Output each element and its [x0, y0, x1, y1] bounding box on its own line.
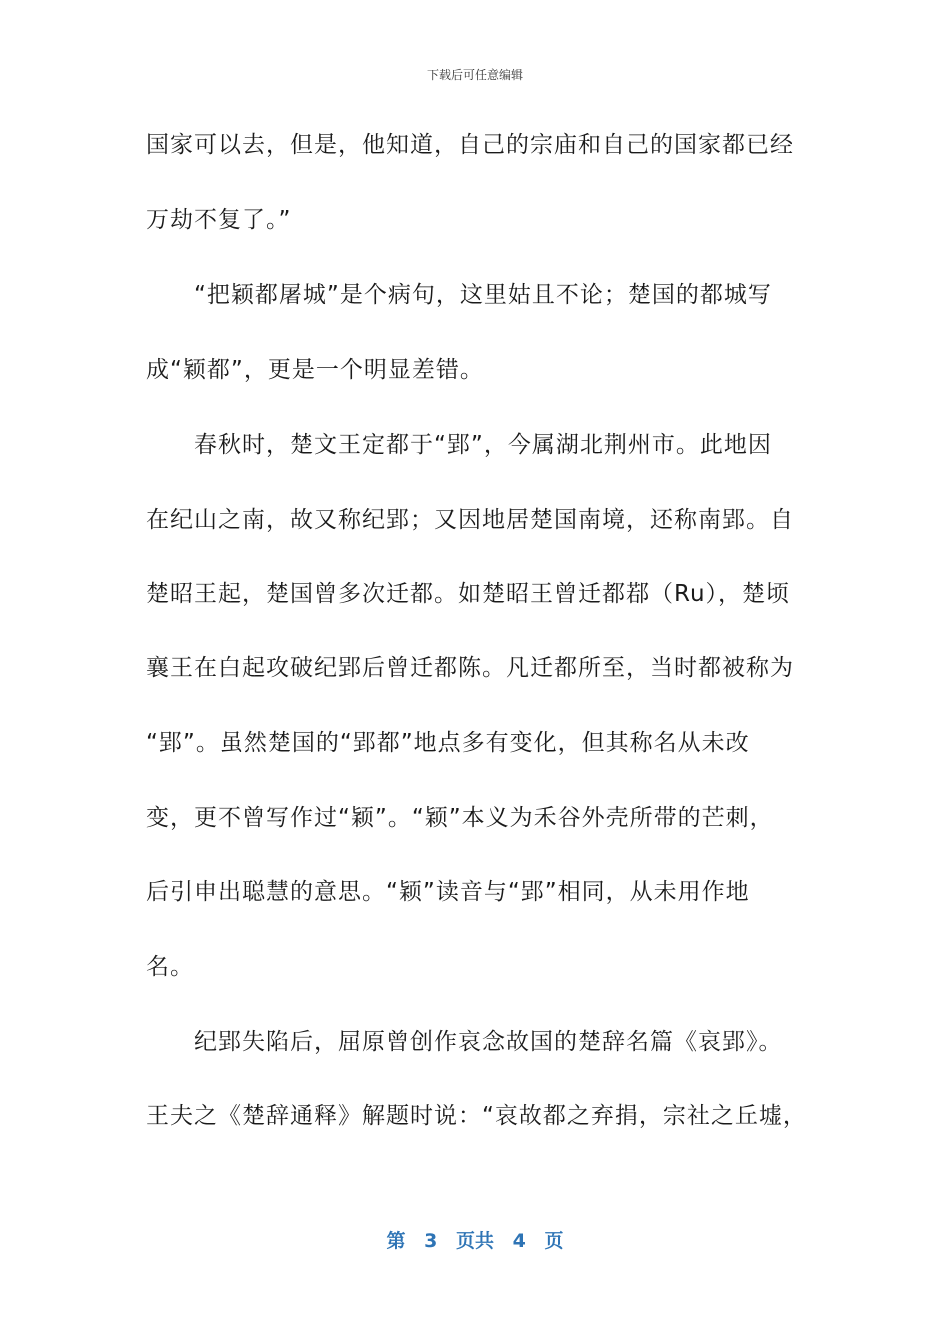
total-pages-number: 4	[512, 1230, 526, 1252]
text-line-7: 楚昭王起，楚国曾多次迁都。如楚昭王曾迁都鄀（Ru），楚顷	[146, 581, 791, 607]
text-line-12: 名。	[146, 954, 194, 980]
text-line-5: 春秋时，楚文王定都于“郢”，今属湖北荆州市。此地因	[146, 432, 772, 458]
page-footer	[0, 1226, 950, 1253]
text-line-3: “把颖都屠城”是个病句，这里姑且不论；楚国的都城写	[146, 282, 772, 308]
footer-middle: 页共	[455, 1230, 494, 1252]
footer-prefix: 第	[386, 1230, 406, 1252]
text-line-9: “郢”。虽然楚国的“郢都”地点多有变化，但其称名从未改	[146, 730, 750, 756]
text-line-6: 在纪山之南，故又称纪郢；又因地居楚国南境，还称南郢。自	[146, 507, 794, 533]
text-line-1: 国家可以去，但是，他知道，自己的宗庙和自己的国家都已经	[146, 132, 794, 158]
footer-suffix: 页	[544, 1230, 564, 1252]
text-line-8: 襄王在白起攻破纪郢后曾迁都陈。凡迁都所至，当时都被称为	[146, 655, 794, 681]
text-line-14: 王夫之《楚辞通释》解题时说：“哀故都之弃捐，宗社之丘墟，	[146, 1103, 807, 1129]
text-line-11: 后引申出聪慧的意思。“颖”读音与“郢”相同，从未用作地	[146, 879, 750, 905]
text-line-4: 成“颖都”，更是一个明显差错。	[146, 357, 484, 383]
page-header: 下载后可任意编辑	[426, 68, 523, 82]
text-line-10: 变，更不曾写作过“颖”。“颖”本义为禾谷外壳所带的芒刺，	[146, 805, 774, 831]
text-line-13: 纪郢失陷后，屈原曾创作哀念故国的楚辞名篇《哀郢》。	[146, 1029, 783, 1055]
text-line-2: 万劫不复了。”	[146, 207, 292, 233]
current-page-number: 3	[424, 1230, 438, 1252]
